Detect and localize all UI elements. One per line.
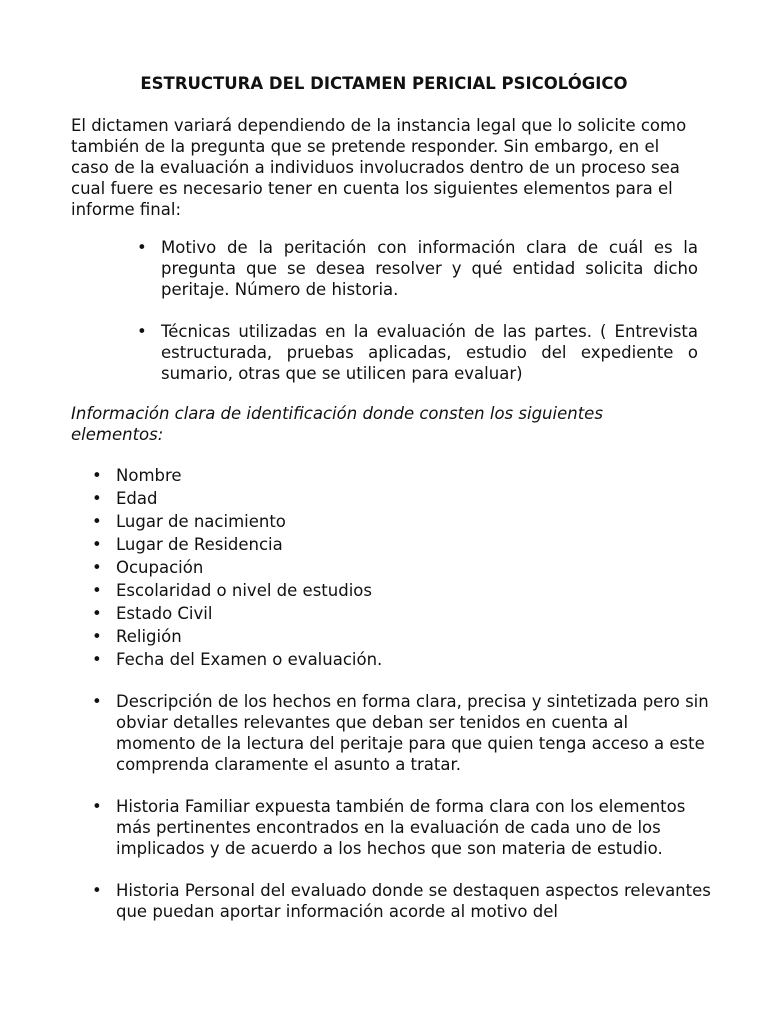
main-points-list: [137, 237, 698, 405]
list-item: [92, 465, 712, 488]
list-item-text: Fecha del Examen o evaluación.: [116, 650, 383, 669]
bullet-icon: •: [92, 797, 102, 816]
list-item-text: Motivo de la peritación con información clara de cuál es la pregunta que se desea resolver y qué entidad solicita dicho peritaje. Número de historia.: [161, 238, 698, 299]
bullet-icon: •: [92, 692, 102, 711]
list-item: [92, 488, 712, 511]
list-item: [92, 580, 712, 603]
list-item-text: Escolaridad o nivel de estudios: [116, 581, 372, 600]
bullet-icon: •: [92, 627, 102, 646]
list-item: [92, 603, 712, 626]
list-item: [92, 511, 712, 534]
sections-list: [92, 691, 712, 943]
bullet-icon: •: [92, 650, 102, 669]
identification-heading: Información clara de identificación donde consten los siguientes elementos:: [71, 404, 603, 444]
list-item-text: Estado Civil: [116, 604, 213, 623]
list-item-text: Lugar de Residencia: [116, 535, 283, 554]
bullet-icon: •: [92, 581, 102, 600]
list-item: [92, 649, 712, 672]
bullet-icon: •: [137, 238, 147, 257]
list-item-text: Historia Personal del evaluado donde se destaquen aspectos relevantes que puedan aportar información acorde al motivo del: [116, 881, 711, 921]
bullet-icon: •: [92, 558, 102, 577]
bullet-icon: •: [137, 322, 147, 341]
document-title: ESTRUCTURA DEL DICTAMEN PERICIAL PSICOLÓGICO: [140, 74, 628, 93]
list-item: [92, 691, 712, 775]
bullet-icon: •: [92, 881, 102, 900]
bullet-icon: •: [92, 512, 102, 531]
bullet-icon: •: [92, 489, 102, 508]
list-item-text: Historia Familiar expuesta también de forma clara con los elementos más pertinentes encontrados en la evaluación de cada uno de los implicados y de acuerdo a los hechos que son materia de estudio.: [116, 797, 686, 858]
list-item: [137, 237, 698, 300]
intro-paragraph: El dictamen variará dependiendo de la instancia legal que lo solicite como también de la pregunta que se pretende responder. Sin embargo, en el caso de la evaluación a individuos involucrados dentro de un proceso sea cual fuere es necesario tener en cuenta los siguientes elementos para el informe final:: [71, 116, 687, 219]
list-item-text: Técnicas utilizadas en la evaluación de las partes. ( Entrevista estructurada, pruebas aplicadas, estudio del expediente o sumario, otras que se utilicen para evaluar): [161, 322, 698, 383]
bullet-icon: •: [92, 535, 102, 554]
list-item: [92, 557, 712, 580]
list-item: [137, 321, 698, 384]
list-item-text: Edad: [116, 489, 158, 508]
list-item-text: Descripción de los hechos en forma clara, precisa y sintetizada pero sin obviar detalles relevantes que deban ser tenidos en cuenta al momento de la lectura del peritaje para que quien tenga acceso a este comprenda claramente el asunto a tratar.: [116, 692, 709, 774]
list-item: [92, 626, 712, 649]
list-item-text: Lugar de nacimiento: [116, 512, 286, 531]
bullet-icon: •: [92, 604, 102, 623]
bullet-icon: •: [92, 466, 102, 485]
list-item-text: Religión: [116, 627, 182, 646]
list-item-text: Ocupación: [116, 558, 204, 577]
list-item: [92, 880, 712, 922]
identification-list: [92, 465, 712, 672]
list-item: [92, 534, 712, 557]
list-item: [92, 796, 712, 859]
list-item-text: Nombre: [116, 466, 182, 485]
